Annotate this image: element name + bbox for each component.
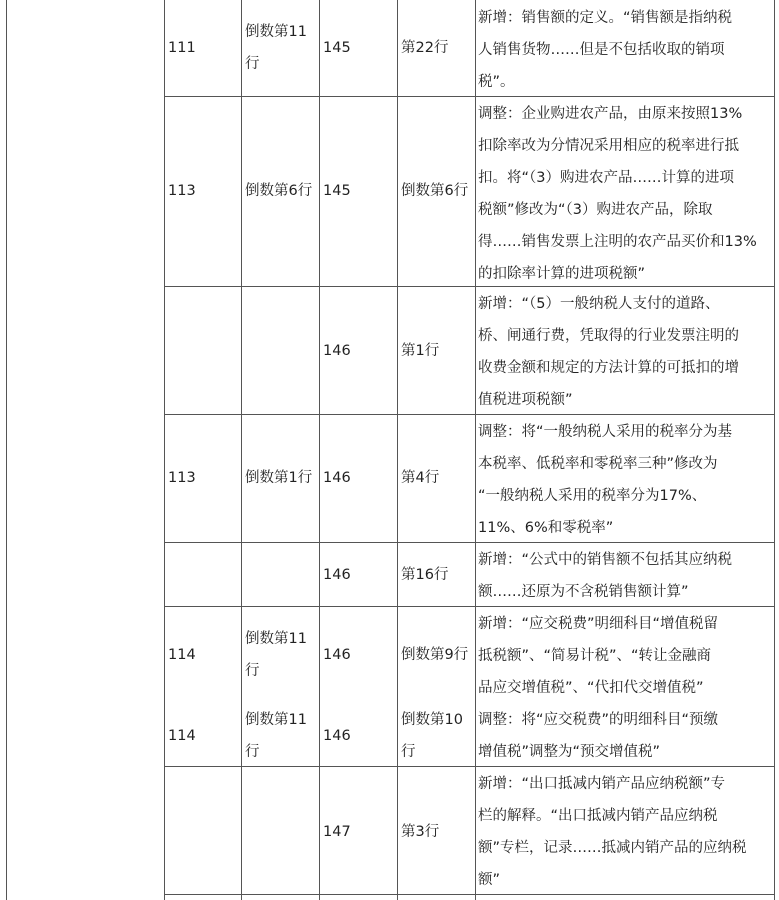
column-divider xyxy=(241,0,242,900)
new-line-cell: 第16行 xyxy=(401,567,449,583)
description-cell: 新增：“应交税费”明细科目“增值税留 抵税额”、“简易计税”、“转让金融商 品应交增值税”、“代扣代交增值税” xyxy=(478,616,719,696)
new-page-cell: 145 xyxy=(323,183,351,199)
column-divider xyxy=(397,0,398,900)
original-page-cell: 113 xyxy=(168,183,196,199)
column-divider xyxy=(475,0,476,900)
new-page-cell: 146 xyxy=(323,343,351,359)
original-page-cell: 113 xyxy=(168,470,196,486)
description-cell: 调整：将“应交税费”的明细科目“预缴 增值税”调整为“预交增值税” xyxy=(478,712,719,760)
new-page-cell: 147 xyxy=(323,824,351,840)
description-cell: 新增：“（5）一般纳税人支付的道路、 桥、闸通行费，凭取得的行业发票注明的 收费金额和规定的方法计算的可抵扣的增 值税进项税额” xyxy=(478,296,739,408)
new-line-cell: 倒数第6行 xyxy=(401,183,469,199)
new-page-cell: 145 xyxy=(323,40,351,56)
original-page-cell: 111 xyxy=(168,40,196,56)
new-line-cell: 第22行 xyxy=(401,40,449,56)
new-line-cell: 第3行 xyxy=(401,824,440,840)
description-cell: 新增：“出口抵减内销产品应纳税额”专 栏的解释。“出口抵减内销产品应纳税 额”专栏，记录……抵减内销产品的应纳税 额” xyxy=(478,776,747,888)
description-cell: 新增：销售额的定义。“销售额是指纳税 人销售货物……但是不包括收取的销项 税”。 xyxy=(478,10,733,90)
original-line-cell: 倒数第11 行 xyxy=(245,24,307,72)
new-line-cell: 倒数第10 行 xyxy=(401,712,463,760)
original-line-cell: 倒数第11 行 xyxy=(245,712,307,760)
table-border-left xyxy=(6,0,7,900)
original-line-cell: 倒数第1行 xyxy=(245,470,313,486)
description-cell: 新增：“公式中的销售额不包括其应纳税 额……还原为不含税销售额计算” xyxy=(478,552,733,600)
new-page-cell: 146 xyxy=(323,647,351,663)
original-page-cell: 114 xyxy=(168,647,196,663)
column-divider xyxy=(319,0,320,900)
new-line-cell: 第1行 xyxy=(401,343,440,359)
original-page-cell: 114 xyxy=(168,728,196,744)
description-cell: 调整：将“一般纳税人采用的税率分为基 本税率、低税率和零税率三种”修改为 “一般纳税人采用的税率分为17%、 11%、6%和零税率” xyxy=(478,424,733,536)
column-divider xyxy=(164,0,165,900)
new-line-cell: 第4行 xyxy=(401,470,440,486)
new-page-cell: 146 xyxy=(323,567,351,583)
new-page-cell: 146 xyxy=(323,728,351,744)
original-line-cell: 倒数第6行 xyxy=(245,183,313,199)
original-line-cell: 倒数第11 行 xyxy=(245,631,307,679)
new-line-cell: 倒数第9行 xyxy=(401,647,469,663)
description-cell: 调整：企业购进农产品，由原来按照13% 扣除率改为分情况采用相应的税率进行抵 扣。将“（3）购进农产品……计算的进项 税额”修改为“（3）购进农产品，除取 得……销售发票上注明的农产品买价和13% 的扣除率计算的进项税额” xyxy=(478,106,757,282)
new-page-cell: 146 xyxy=(323,470,351,486)
